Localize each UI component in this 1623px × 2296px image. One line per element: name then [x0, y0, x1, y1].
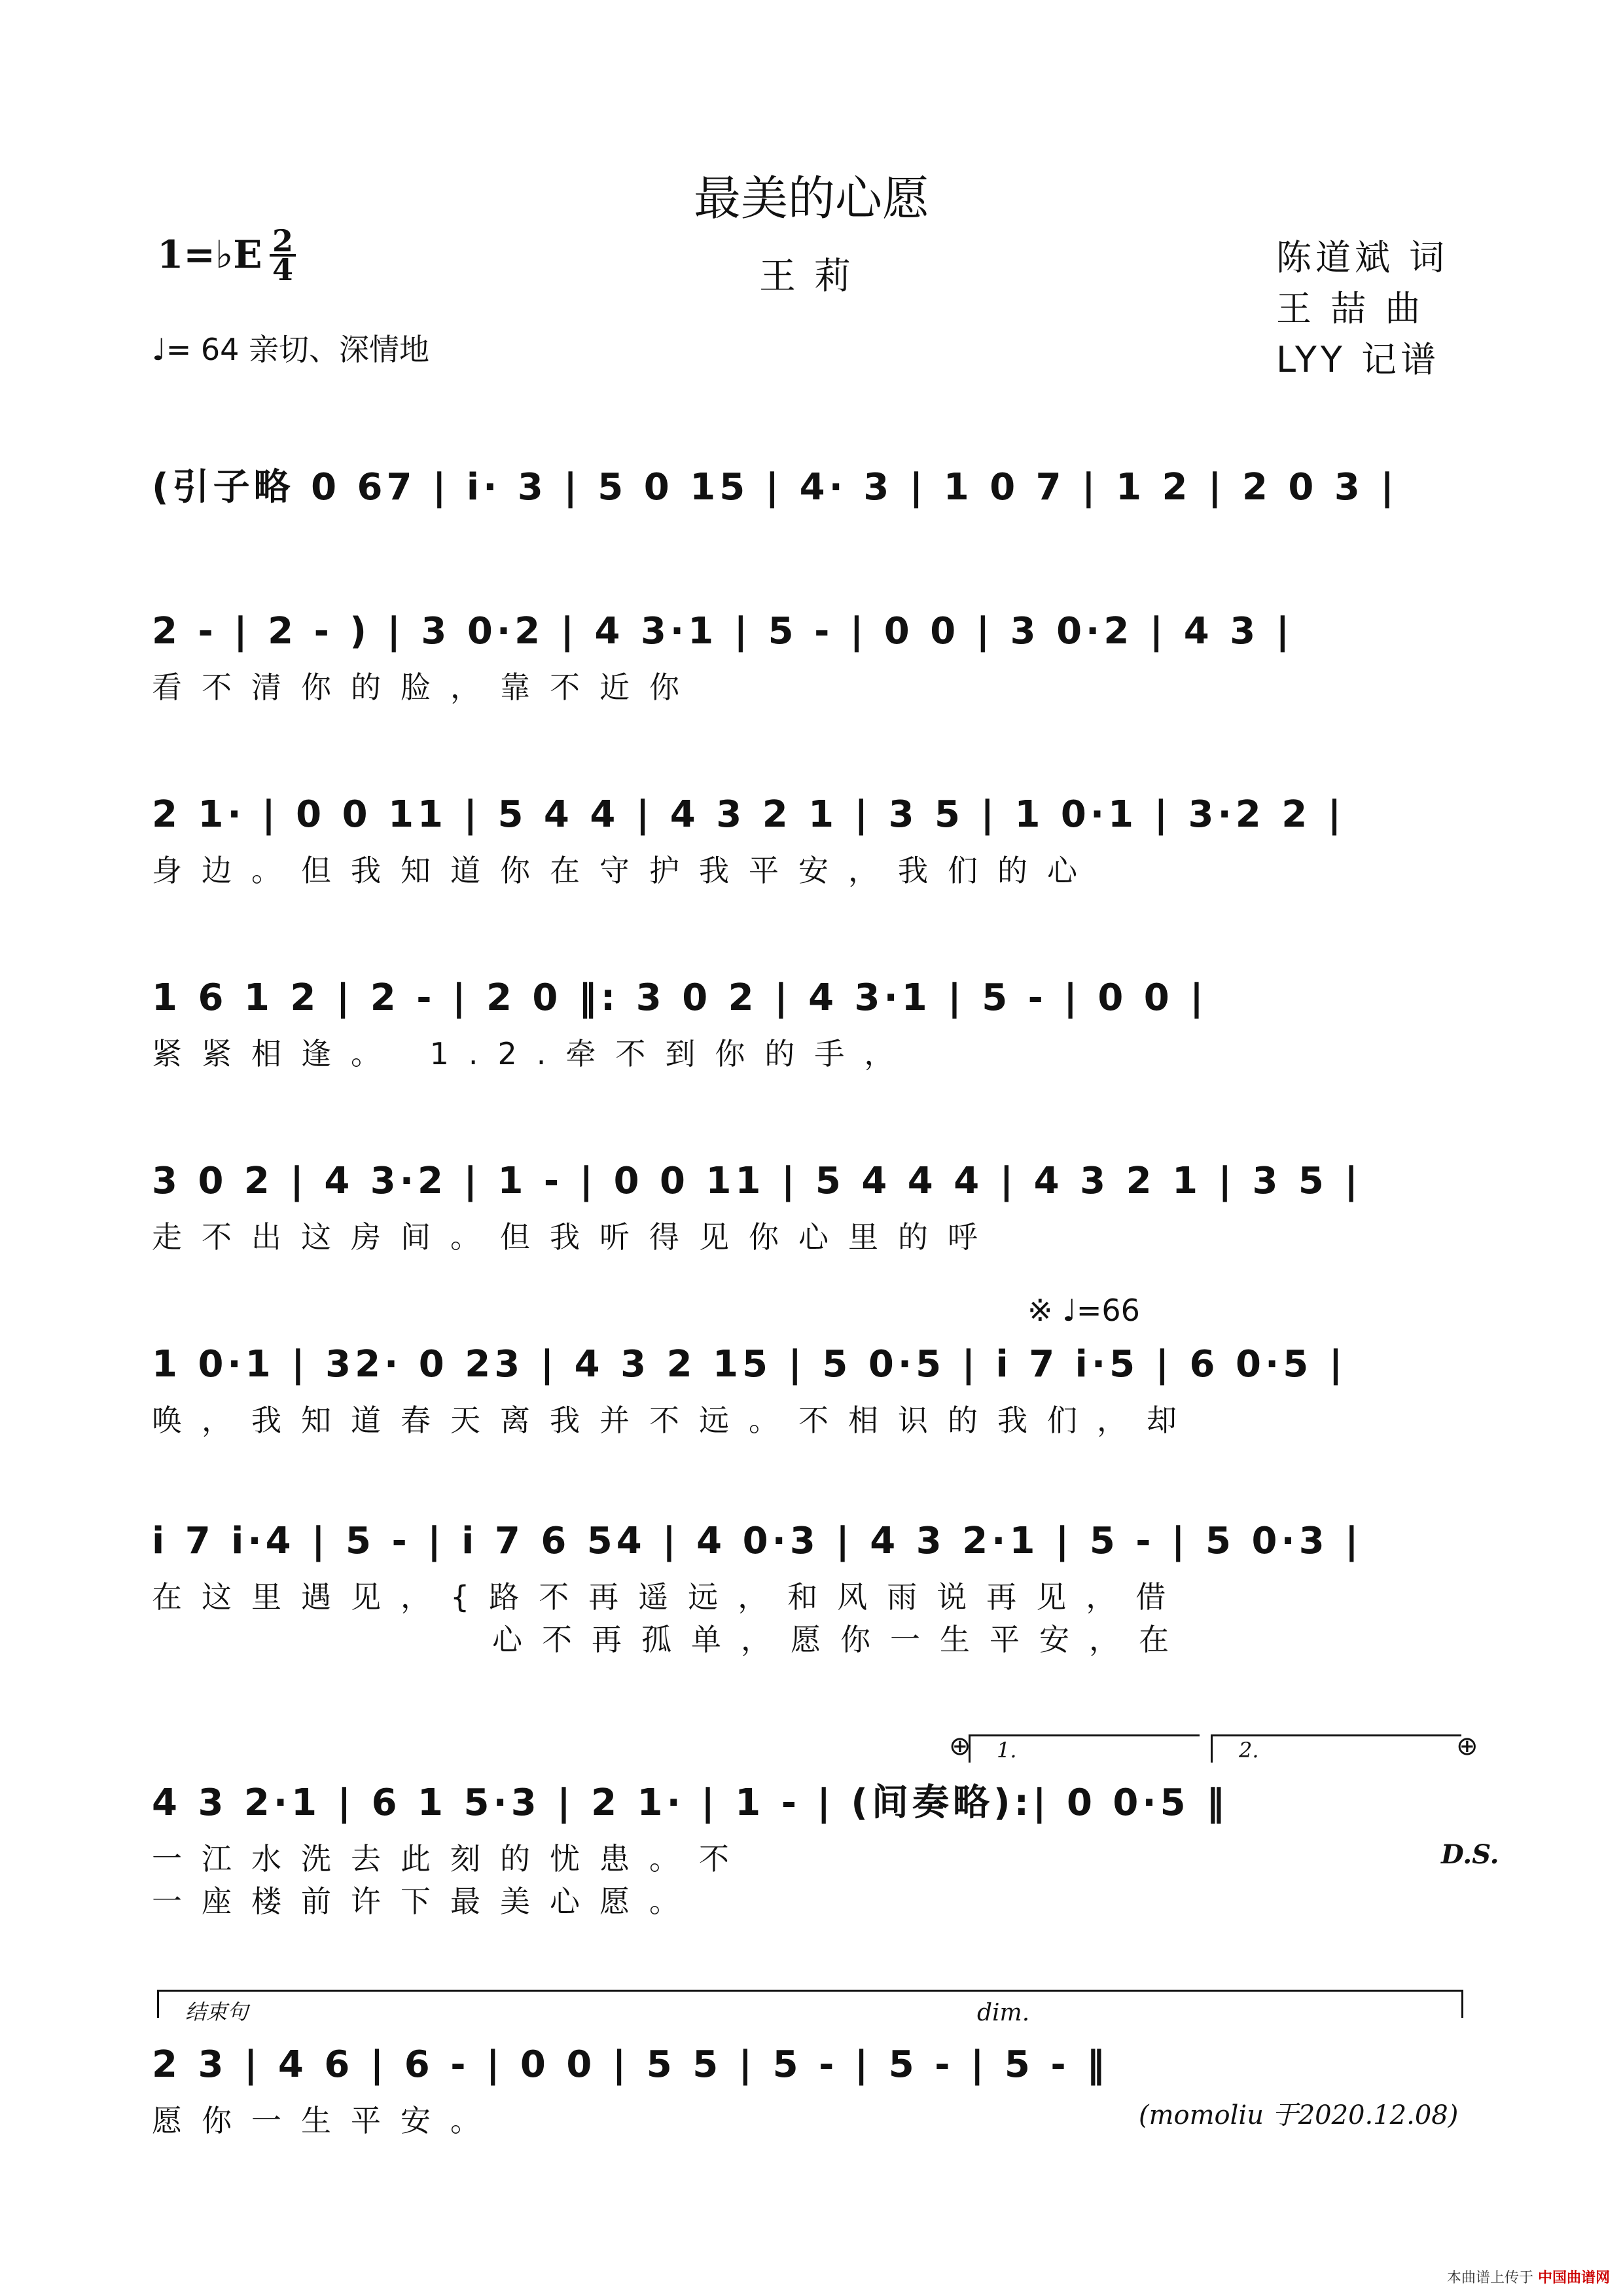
lyricist: 陈道斌 词 — [1276, 237, 1449, 278]
volta-2-bracket — [1211, 1734, 1461, 1763]
transcriber-signature: (momoliu 于2020.12.08) — [1139, 2100, 1459, 2130]
lyrics-verse-1: 看不清你的脸，靠不近你 — [152, 670, 699, 705]
footer-brand[interactable]: 中国曲谱网 — [1537, 2270, 1610, 2286]
lyrics-verse-1: 愿你一生平安。 — [152, 2103, 500, 2138]
tempo-marking: ♩= 64 亲切、深情地 — [152, 332, 430, 367]
footer-prefix: 本曲谱上传于 — [1446, 2270, 1533, 2286]
notes: 1 0·1 | 32· 0 23 | 4 3 2 15 | 5 0·5 | i 7 i·5 | 6 0·5 | — [152, 1343, 1347, 1386]
lyrics-verse-2: 一座楼前许下最美心愿。 — [152, 1884, 699, 1919]
notes: 4 3 2·1 | 6 1 5·3 | 2 1· | 1 - | (间奏略):| 0 0·5 ‖ — [152, 1782, 1229, 1824]
lyrics-verse-1: 唤，我知道春天离我并不远。不相识的我们，却 — [152, 1403, 1196, 1438]
transcriber: LYY 记谱 — [1276, 339, 1440, 380]
notes: 1 6 1 2 | 2 - | 2 0 ‖: 3 0 2 | 4 3·1 | 5 - | 0 0 | — [152, 977, 1207, 1019]
coda-icon: ⊕ — [1456, 1731, 1478, 1761]
segno-tempo-change: ※ ♩=66 — [1027, 1293, 1140, 1328]
volta-1-bracket — [969, 1734, 1200, 1763]
time-signature — [270, 223, 296, 287]
notes: 2 3 | 4 6 | 6 - | 0 0 | 5 5 | 5 - | 5 - | 5 - ‖ — [152, 2043, 1109, 2086]
lyrics-verse-1: 紧紧相逢。 1.2.牵不到你的手， — [152, 1036, 914, 1071]
key-signature: 1=♭E — [157, 232, 262, 277]
lyrics-verse-2: 心不再孤单，愿你一生平安，在 — [492, 1622, 1188, 1657]
notes: 2 1· | 0 0 11 | 5 4 4 | 4 3 2 1 | 3 5 | 1 0·1 | 3·2 2 | — [152, 793, 1346, 836]
notes: i 7 i·4 | 5 - | i 7 6 54 | 4 0·3 | 4 3 2·1 | 5 - | 5 0·3 | — [152, 1520, 1363, 1562]
singer: 王莉 — [759, 255, 869, 298]
volta-1-label: 1. — [997, 1738, 1017, 1763]
ds-marking: D.S. — [1441, 1839, 1499, 1870]
lyrics-verse-1: 一江水洗去此刻的忧患。不 — [152, 1841, 749, 1876]
lyrics-verse-1: 走不出这房间。但我听得见你心里的呼 — [152, 1219, 997, 1255]
ending-label: 结束句 — [185, 2000, 249, 2024]
composer: 王 喆 曲 — [1276, 288, 1425, 329]
lyrics-verse-1: 在这里遇见，{路不再遥远，和风雨说再见，借 — [152, 1579, 1186, 1615]
time-bottom: 4 — [270, 254, 296, 283]
time-top: 2 — [272, 223, 293, 259]
credits — [1276, 232, 1448, 386]
notes: (引子略 0 67 | i· 3 | 5 0 15 | 4· 3 | 1 0 7 | 1 2 | 2 0 3 | — [152, 466, 1398, 509]
notes: 2 - | 2 - ) | 3 0·2 | 4 3·1 | 5 - | 0 0 | 3 0·2 | 4 3 | — [152, 610, 1294, 653]
coda-icon: ⊕ — [949, 1731, 971, 1761]
dim-marking: dim. — [977, 2000, 1030, 2026]
song-title: 最美的心愿 — [693, 171, 929, 226]
volta-2-label: 2. — [1239, 1738, 1259, 1763]
lyrics-verse-1: 身边。但我知道你在守护我平安，我们的心 — [152, 853, 1097, 888]
notes: 3 0 2 | 4 3·2 | 1 - | 0 0 11 | 5 4 4 4 | 4 3 2 1 | 3 5 | — [152, 1160, 1362, 1202]
site-footer — [1447, 2267, 1610, 2287]
ending-bracket — [157, 1990, 1463, 2026]
